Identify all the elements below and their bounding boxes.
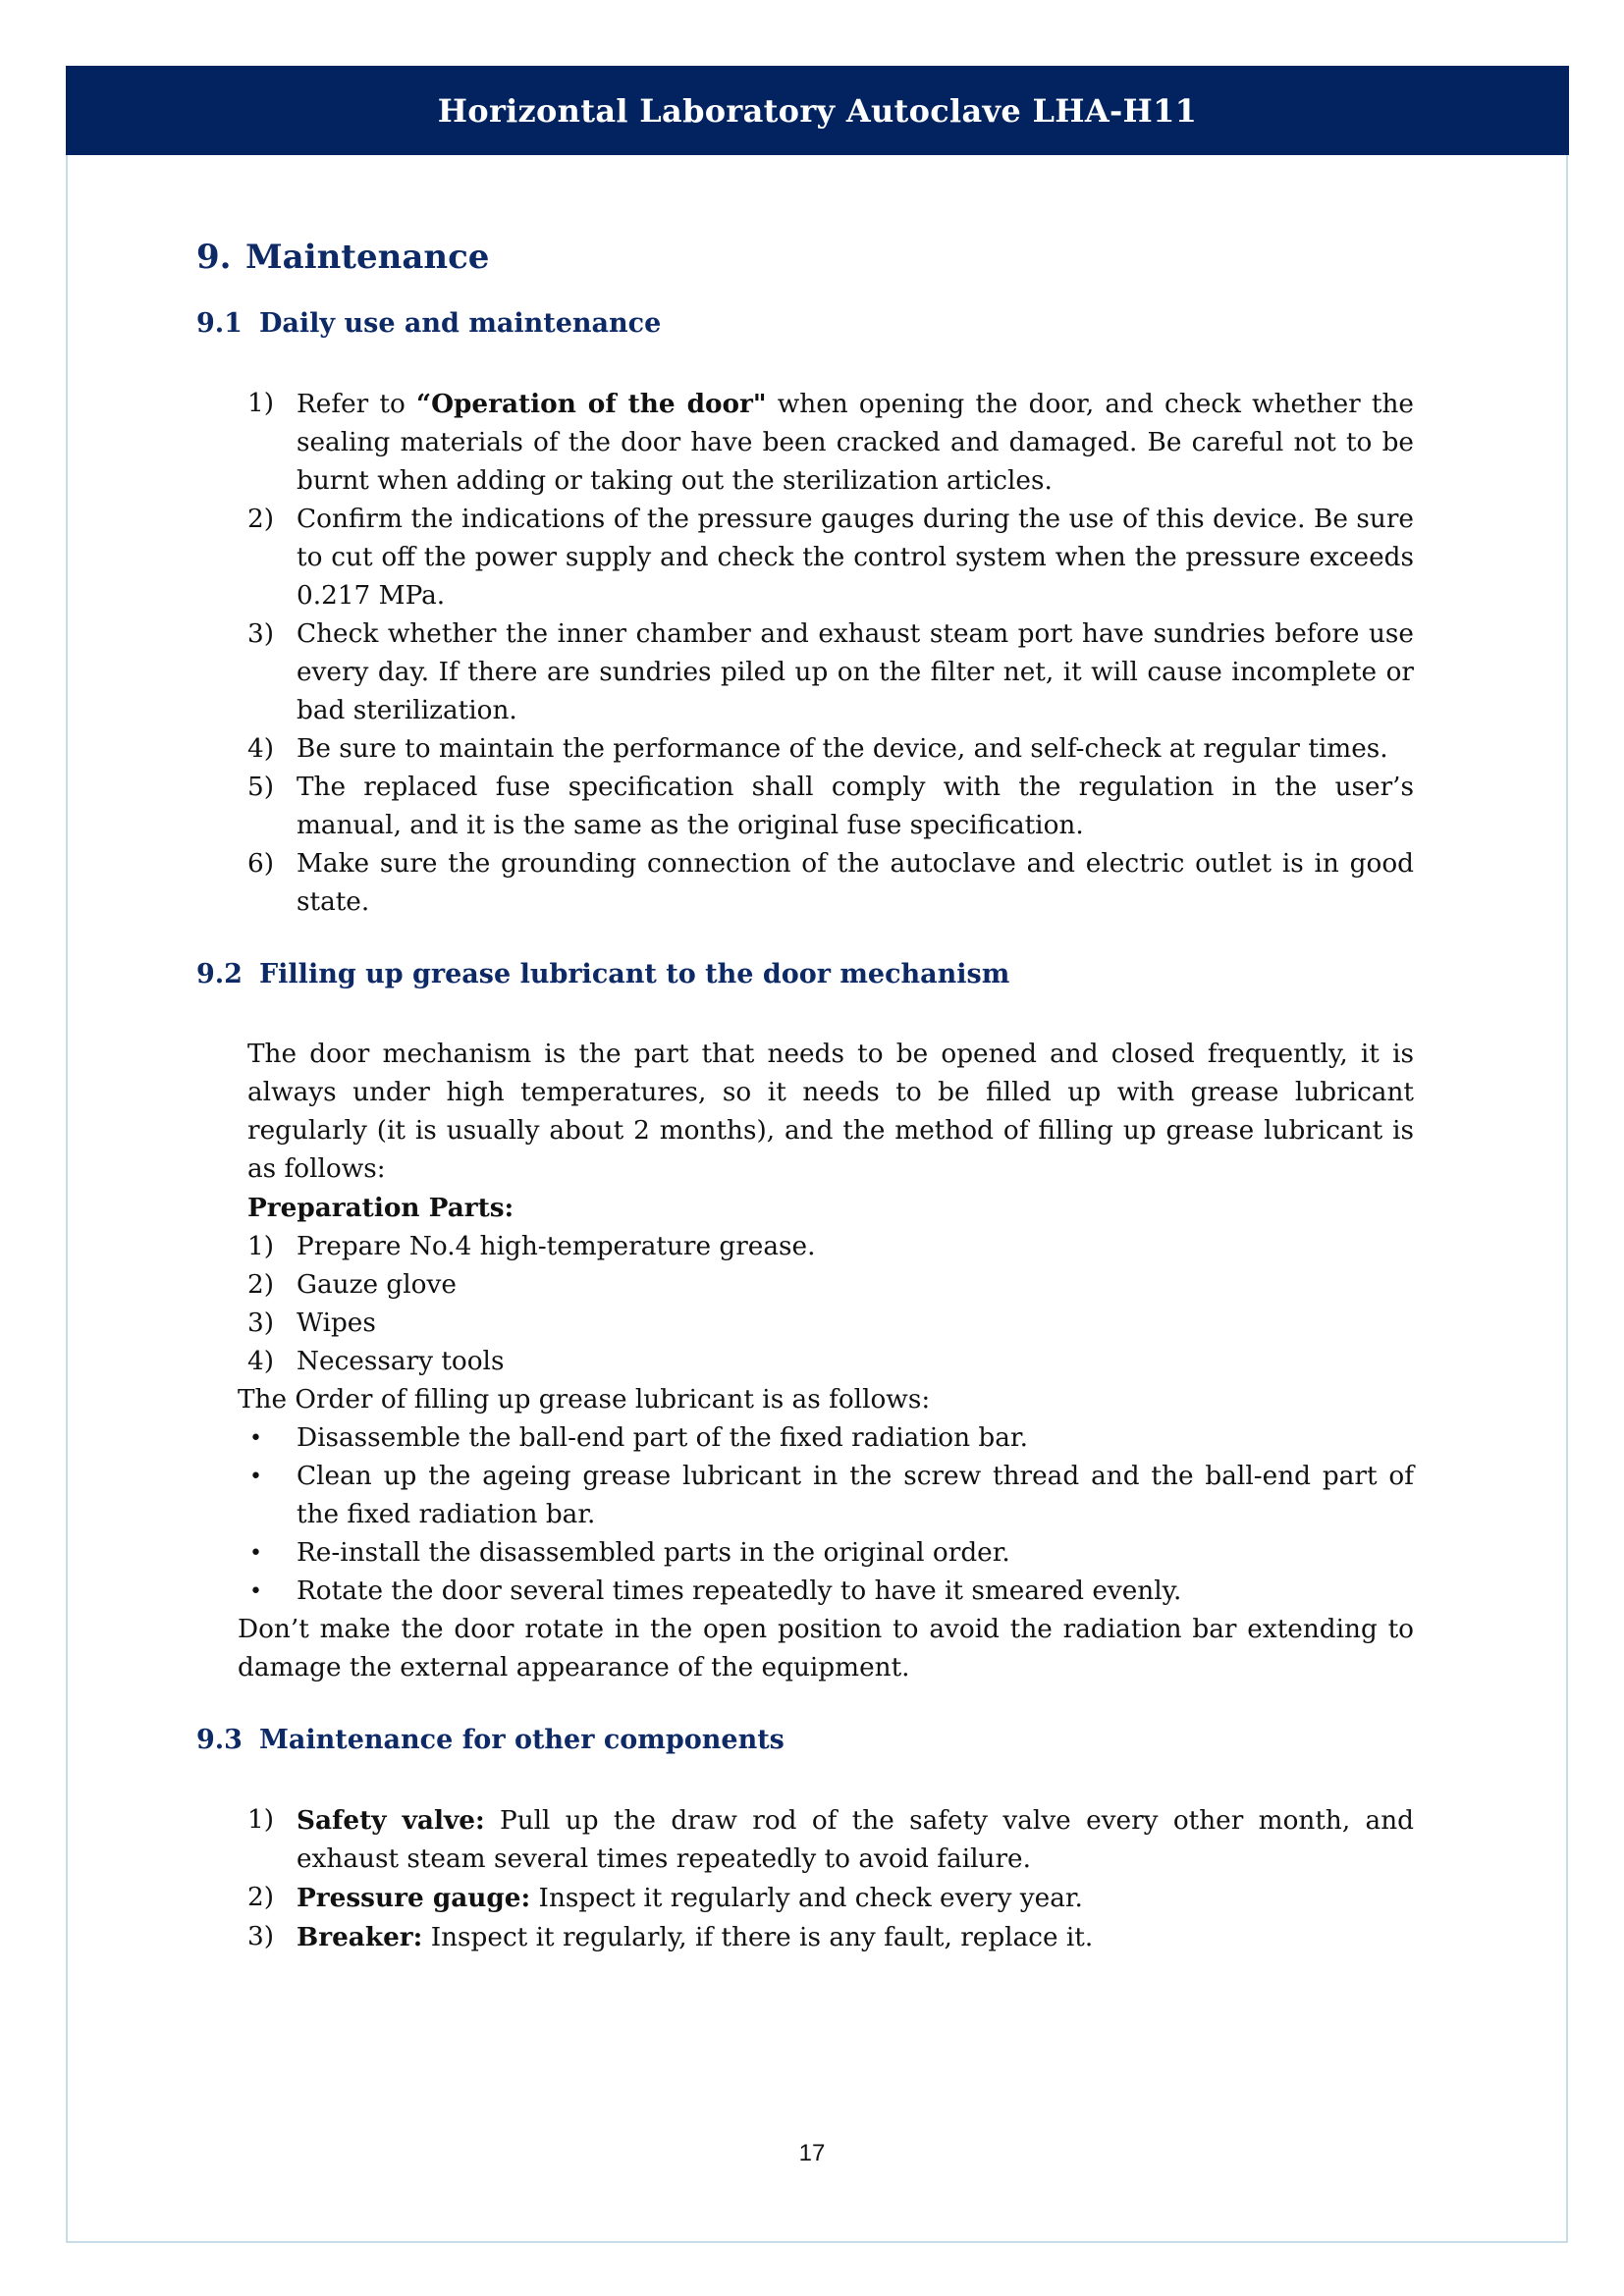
list-item: 3) Check whether the inner chamber and exhaust steam port have sundries before use every day. If there are sundries piled up on the filter net, it will cause incomplete or bad sterilization. [247,619,1414,725]
list-item: 4) Necessary tools [247,1347,505,1376]
list-item: 3) Breaker: Inspect it regularly, if there is any fault, replace it. [247,1922,1094,1952]
document-header-banner: Horizontal Laboratory Autoclave LHA-H11 [66,66,1569,155]
list-item: 2) Confirm the indications of the pressure gauges during the use of this device. Be sure to cut off the power supply and check the control system when the pressure exceeds 0.217 MPa. [247,505,1414,611]
list-item: 1) Safety valve: Pull up the draw rod of the safety valve every other month, and exhaust steam several times repeatedly to avoid failure. [247,1805,1415,1874]
list-item: 6) Make sure the grounding connection of the autoclave and electric outlet is in good state. [247,849,1414,917]
bullet-icon: • [249,1541,262,1566]
section-heading [196,238,1414,287]
bullet-icon: • [249,1465,262,1489]
other-components-list [196,1801,1414,1957]
bullet-icon: • [249,1426,262,1451]
list-item: 3) Wipes [247,1308,376,1338]
subsection-heading-9-2: 9.2 Filling up grease lubricant to the door mechanism [196,959,1010,989]
subsection-heading-9-1: 9.1 Daily use and maintenance [196,308,662,339]
daily-maintenance-list [196,385,1414,922]
grease-section-body [196,1036,1414,1687]
list-item: 1) Refer to “Operation of the door" when opening the door, and check whether the sealing materials of the door have been cracked and damaged. Be careful not to be burnt when adding or taking out the sterilization articles. [247,389,1414,496]
section-title: Maintenance [245,238,490,277]
order-label: The Order of filling up grease lubricant is as follows: [238,1385,931,1415]
bullet-item: • Rotate the door several times repeatedly to have it smeared evenly. [196,1573,1414,1611]
intro-paragraph: The door mechanism is the part that needs to be opened and closed frequently, it is always under high temperatures, so it needs to be filled up with grease lubricant regularly (it is usually about 2 months), and the method of filling up grease lubricant is as follows: [247,1040,1414,1184]
list-item: 2) Gauze glove [247,1270,457,1300]
list-item: 5) The replaced fuse specification shall comply with the regulation in the user’s manual, and it is the same as the original fuse specification. [247,773,1414,840]
page-content [196,226,1414,1957]
bullet-item: • Re-install the disassembled parts in the original order. [196,1534,1414,1573]
bullet-item: • Clean up the ageing grease lubricant in the screw thread and the ball-end part of the fixed radiation bar. [196,1458,1414,1534]
page-number: 17 [798,2140,826,2166]
list-item: 2) Pressure gauge: Inspect it regularly and check every year. [247,1883,1083,1913]
list-item: 4) Be sure to maintain the performance of the device, and self-check at regular times. [247,734,1388,764]
section-number: 9. [196,238,232,277]
caution-note: Don’t make the door rotate in the open position to avoid the radiation bar extending to damage the external appearance of the equipment. [238,1615,1414,1682]
subsection-heading-9-3: 9.3 Maintenance for other components [196,1725,785,1755]
list-item: 1) Prepare No.4 high-temperature grease. [247,1232,816,1261]
bullet-item: • Disassemble the ball-end part of the fixed radiation bar. [196,1419,1414,1458]
bullet-icon: • [249,1579,262,1604]
preparation-label: Preparation Parts: [247,1193,514,1223]
